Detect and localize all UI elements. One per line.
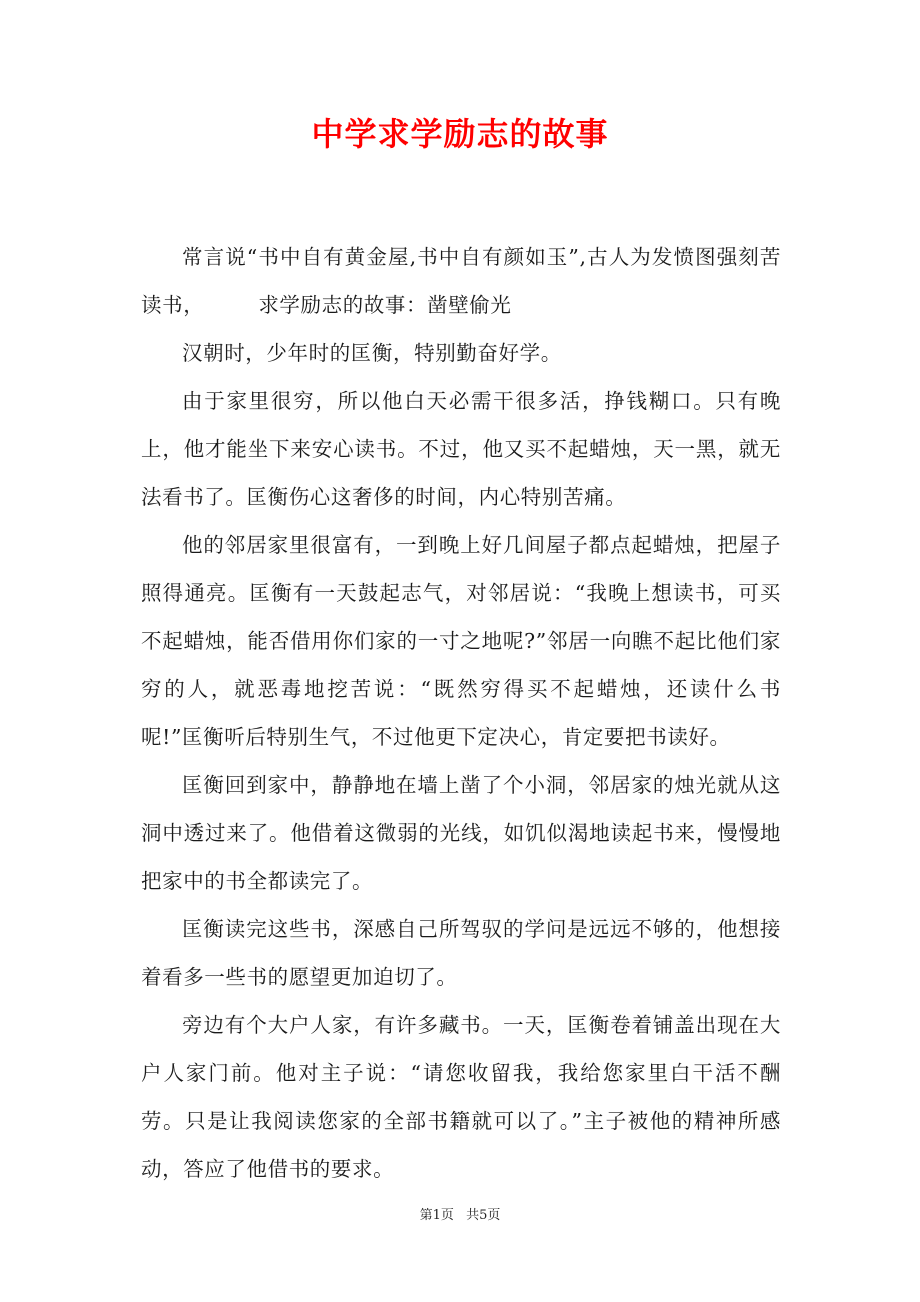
document-title: 中学求学励志的故事 — [311, 115, 609, 153]
document-body — [141, 233, 781, 1193]
page-footer — [0, 1206, 920, 1226]
paragraph: 匡衡读完这些书，深感自己所驾驭的学问是远远不够的，他想接着看多一些书的愿望更加迫切了。 — [141, 917, 781, 989]
page-total: 共5页 — [466, 1208, 501, 1223]
page-number: 第1页 — [419, 1208, 454, 1223]
paragraph: 由于家里很穷，所以他白天必需干很多活，挣钱糊口。只有晚上，他才能坐下来安心读书。不过，他又买不起蜡烛，天一黑，就无法看书了。匡衡伤心这奢侈的时间，内心特别苦痛。 — [141, 389, 781, 509]
paragraph — [141, 233, 781, 329]
paragraph: 汉朝时，少年时的匡衡，特别勤奋好学。 — [182, 341, 562, 365]
paragraph-text: 常言说“书中自有黄金屋,书中自有颜如玉”,古人为发愤图强刻苦读书， — [141, 245, 781, 317]
paragraph: 匡衡回到家中，静静地在墙上凿了个小洞，邻居家的烛光就从这洞中透过来了。他借着这微弱的光线，如饥似渴地读起书来，慢慢地把家中的书全都读完了。 — [141, 773, 781, 893]
paragraph: 他的邻居家里很富有，一到晚上好几间屋子都点起蜡烛，把屋子照得通亮。匡衡有一天鼓起志气，对邻居说：“我晚上想读书，可买不起蜡烛，能否借用你们家的一寸之地呢?”邻居一向瞧不起比他们家穷的人，就恶毒地挖苦说：“既然穷得买不起蜡烛，还读什么书呢!”匡衡听后特别生气，不过他更下定决心，肯定要把书读好。 — [141, 533, 781, 749]
section-heading: 求学励志的故事：凿壁偷光 — [258, 293, 512, 317]
paragraph: 旁边有个大户人家，有许多藏书。一天，匡衡卷着铺盖出现在大户人家门前。他对主子说：“请您收留我，我给您家里白干活不酬劳。只是让我阅读您家的全部书籍就可以了。”主子被他的精神所感动，答应了他借书的要求。 — [141, 1013, 781, 1181]
